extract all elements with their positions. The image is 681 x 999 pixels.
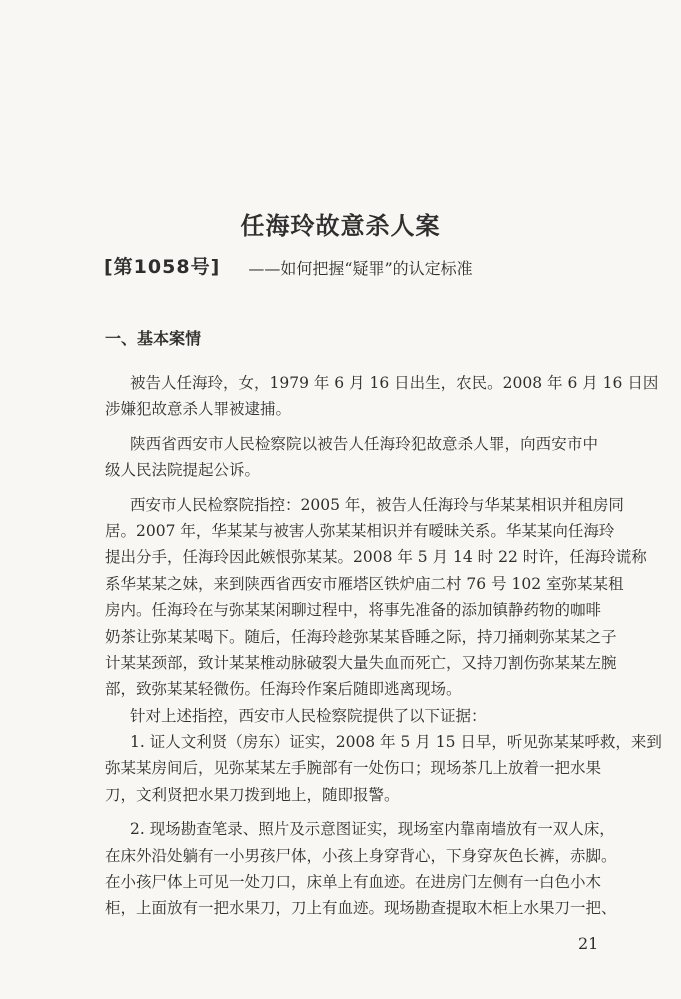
text-line: 被告人任海玲，女，1979 年 6 月 16 日出生，农民。2008 年 6 月 16 日因 xyxy=(130,374,659,392)
text-line: 刀，文利贤把水果刀拨到地上，随即报警。 xyxy=(105,785,400,804)
section-heading: 一、基本案情 xyxy=(105,329,202,348)
text-line: 在小孩尸体上可见一处刀口，床单上有血迹。在进房门左侧有一白色小木 xyxy=(105,873,602,892)
text-line: 在床外沿处躺有一小男孩尸体，小孩上身穿背心，下身穿灰色长裤，赤脚。 xyxy=(105,846,617,865)
text-line: 居。2007 年，华某某与被害人弥某某相识并有暧昧关系。华某某向任海玲 xyxy=(105,521,615,540)
case-number: [第1058号] xyxy=(104,256,221,278)
text-line: 2. 现场勘查笔录、照片及示意图证实，现场室内靠南墙放有一双人床， xyxy=(130,820,615,839)
text-line: 系华某某之妹，来到陕西省西安市雁塔区铁炉庙二村 76 号 102 室弥某某租 xyxy=(105,574,624,593)
paragraph xyxy=(105,703,598,729)
page-number: 21 xyxy=(578,934,599,953)
text-line: 级人民法院提起公诉。 xyxy=(105,461,261,480)
paragraph xyxy=(105,370,659,423)
text-line: 弥某某房间后，见弥某某左手腕部有一处伤口；现场茶几上放着一把水果 xyxy=(105,759,602,778)
text-line: 西安市人民检察院指控：2005 年，被告人任海玲与华某某相识并租房同 xyxy=(130,495,624,514)
text-line: 奶茶让弥某某喝下。随后，任海玲趁弥某某昏睡之际，持刀捅刺弥某某之子 xyxy=(105,627,617,646)
paragraph xyxy=(105,492,647,703)
text-line: 部，致弥某某轻微伤。任海玲作案后随即逃离现场。 xyxy=(105,680,462,699)
text-line: 计某某颈部，致计某某椎动脉破裂大量失血而死亡，又持刀割伤弥某某左腕 xyxy=(105,653,617,672)
text-line: 提出分手，任海玲因此嫉恨弥某某。2008 年 5 月 14 时 22 时许，任海玲谎称 xyxy=(105,548,647,567)
paragraph xyxy=(105,431,598,484)
text-line: 1. 证人文利贤（房东）证实，2008 年 5 月 15 日早，听见弥某某呼救，来到 xyxy=(130,733,662,752)
text-line: 陕西省西安市人民检察院以被告人任海玲犯故意杀人罪，向西安市中 xyxy=(130,434,598,453)
text-line: 柜，上面放有一把水果刀，刀上有血迹。现场勘查提取木柜上水果刀一把、 xyxy=(105,899,617,918)
text-line: 涉嫌犯故意杀人罪被逮捕。 xyxy=(105,400,292,419)
body-text xyxy=(105,370,662,922)
paragraph xyxy=(105,729,662,808)
case-subtitle: ——如何把握“疑罪”的认定标准 xyxy=(248,259,473,278)
text-line: 房内。任海玲在与弥某某闲聊过程中，将事先准备的添加镇静药物的咖啡 xyxy=(105,601,602,620)
case-title: 任海玲故意杀人案 xyxy=(240,211,441,240)
text-line: 针对上述指控，西安市人民检察院提供了以下证据： xyxy=(130,706,487,725)
paragraph xyxy=(105,816,617,922)
